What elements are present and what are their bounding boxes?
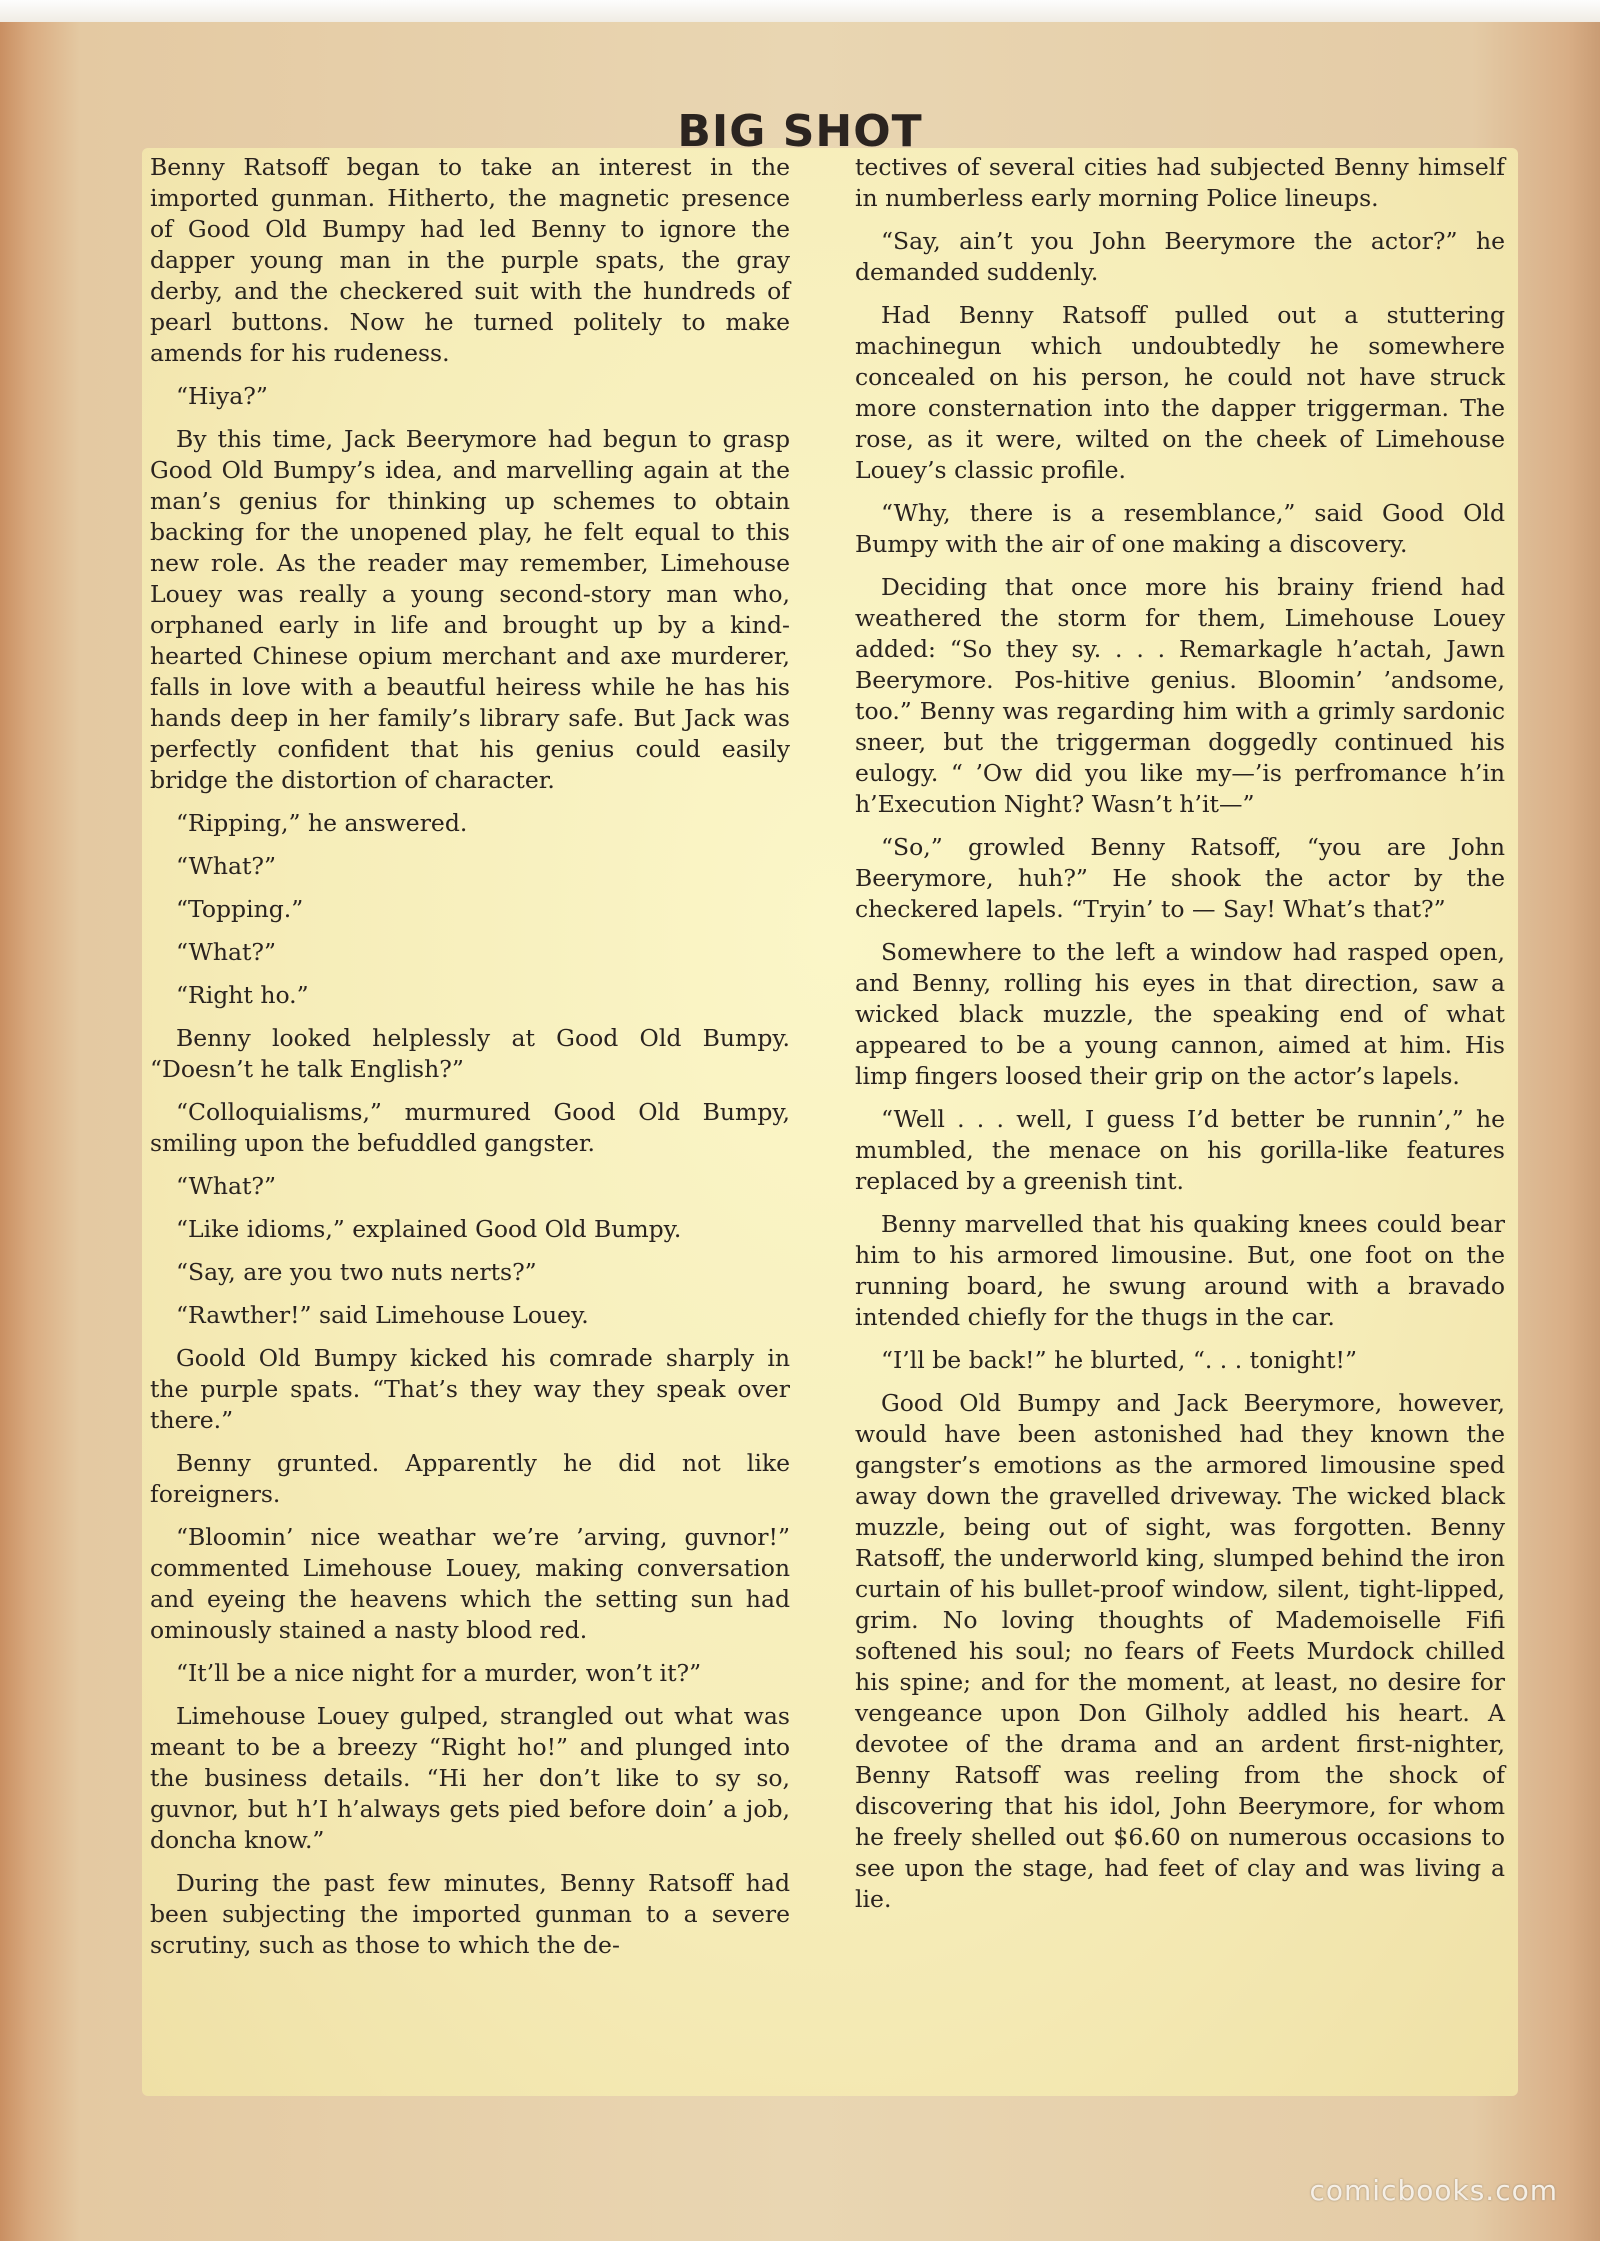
paragraph: “What?” [176, 1172, 277, 1200]
paragraph: “Rawther!” said Limehouse Louey. [176, 1301, 589, 1329]
paragraph: “Well . . . well, I guess I’d better be runnin’,” he mumbled, the menace on his gorilla-like features replaced by a greenish tint. [855, 1105, 1505, 1195]
paragraph: Limehouse Louey gulped, strangled out what was meant to be a breezy “Right ho!” and plunged into the business details. “Hi her don’t like to sy so, guvnor, but h’I h’always gets pied before doin’ a job, doncha know.” [150, 1702, 790, 1854]
paragraph: tectives of several cities had subjected Benny himself in numberless early morning Police lineups. [855, 153, 1505, 212]
paragraph: Deciding that once more his brainy friend had weathered the storm for them, Limehouse Louey added: “So they sy. . . . Remarkagle h’actah, Jawn Beerymore. Pos-hitive genius. Bloomin’ ’andsome, too.” Benny was regarding him with a grimly sardonic sneer, but the triggerman doggedly continued his eulogy. “ ’Ow did you like my—’is perfromance h’in h’Execution Night? Wasn’t h’it—” [855, 573, 1505, 818]
paragraph: Benny looked helplessly at Good Old Bumpy. “Doesn’t he talk English?” [150, 1024, 790, 1083]
paragraph: “Say, ain’t you John Beerymore the actor?” he demanded suddenly. [855, 227, 1505, 286]
paragraph: “Hiya?” [176, 382, 268, 410]
paragraph: “What?” [176, 852, 277, 880]
paragraph: “Ripping,” he answered. [176, 809, 468, 837]
paragraph: Had Benny Ratsoff pulled out a stuttering machinegun which undoubtedly he somewhere concealed on his person, he could not have struck more consternation into the dapper triggerman. The rose, as it were, wilted on the cheek of Limehouse Louey’s classic profile. [855, 301, 1505, 484]
page-top-edge [0, 0, 1600, 22]
story-title: BIG SHOT [677, 106, 923, 157]
paragraph: “Right ho.” [176, 981, 309, 1009]
site-watermark: comicbooks.com [1309, 2174, 1558, 2207]
paragraph: “Why, there is a resemblance,” said Good Old Bumpy with the air of one making a discovery. [855, 499, 1505, 558]
paragraph: “Like idioms,” explained Good Old Bumpy. [176, 1215, 682, 1243]
paragraph: “Bloomin’ nice weathar we’re ’arving, guvnor!” commented Limehouse Louey, making conversation and eyeing the heavens which the setting sun had ominously stained a nasty blood red. [150, 1523, 790, 1644]
paragraph: “Topping.” [176, 895, 304, 923]
paragraph: “So,” growled Benny Ratsoff, “you are John Beerymore, huh?” He shook the actor by the checkered lapels. “Tryin’ to — Say! What’s that?” [855, 833, 1505, 923]
paragraph: During the past few minutes, Benny Ratsoff had been subjecting the imported gunman to a severe scrutiny, such as those to which the de- [150, 1869, 790, 1959]
paragraph: “What?” [176, 938, 277, 966]
paragraph: Goold Old Bumpy kicked his comrade sharply in the purple spats. “That’s they way they speak over there.” [150, 1344, 790, 1434]
paragraph: “Say, are you two nuts nerts?” [176, 1258, 537, 1286]
paragraph: Good Old Bumpy and Jack Beerymore, however, would have been astonished had they known the gangster’s emotions as the armored limousine sped away down the gravelled driveway. The wicked black muzzle, being out of sight, was forgotten. Benny Ratsoff, the underworld king, slumped behind the iron curtain of his bullet-proof window, silent, tight-lipped, grim. No loving thoughts of Mademoiselle Fifi softened his soul; no fears of Feets Murdock chilled his spine; and for the moment, at least, no desire for vengeance upon Don Gilholy addled his heart. A devotee of the drama and an ardent first-nighter, Benny Ratsoff was reeling from the shock of discovering that his idol, John Beerymore, for whom he freely shelled out $6.60 on numerous occasions to see upon the stage, had feet of clay and was living a lie. [855, 1389, 1505, 1913]
paragraph: “It’ll be a nice night for a murder, won’t it?” [176, 1659, 702, 1687]
paragraph: Benny Ratsoff began to take an interest in the imported gunman. Hitherto, the magnetic presence of Good Old Bumpy had led Benny to ignore the dapper young man in the purple spats, the gray derby, and the checkered suit with the hundreds of pearl buttons. Now he turned politely to make amends for his rudeness. [150, 153, 790, 367]
paragraph: By this time, Jack Beerymore had begun to grasp Good Old Bumpy’s idea, and marvelling again at the man’s genius for thinking up schemes to obtain backing for the unopened play, he felt equal to this new role. As the reader may remember, Limehouse Louey was really a young second-story man who, orphaned early in life and brought up by a kind-hearted Chinese opium merchant and axe murderer, falls in love with a beautful heiress while he has his hands deep in her family’s library safe. But Jack was perfectly confident that his genius could easily bridge the distortion of character. [150, 425, 790, 794]
left-column [150, 152, 790, 1973]
right-column [855, 152, 1505, 1927]
paragraph: Benny grunted. Apparently he did not like foreigners. [150, 1449, 790, 1508]
paragraph: Benny marvelled that his quaking knees could bear him to his armored limousine. But, one foot on the running board, he swung around with a bravado intended chiefly for the thugs in the car. [855, 1210, 1505, 1331]
paragraph: Somewhere to the left a window had rasped open, and Benny, rolling his eyes in that direction, saw a wicked black muzzle, the speaking end of what appeared to be a young cannon, aimed at him. His limp fingers loosed their grip on the actor’s lapels. [855, 938, 1505, 1090]
paragraph: “Colloquialisms,” murmured Good Old Bumpy, smiling upon the befuddled gangster. [150, 1098, 790, 1157]
paragraph: “I’ll be back!” he blurted, “. . . tonight!” [881, 1346, 1358, 1374]
